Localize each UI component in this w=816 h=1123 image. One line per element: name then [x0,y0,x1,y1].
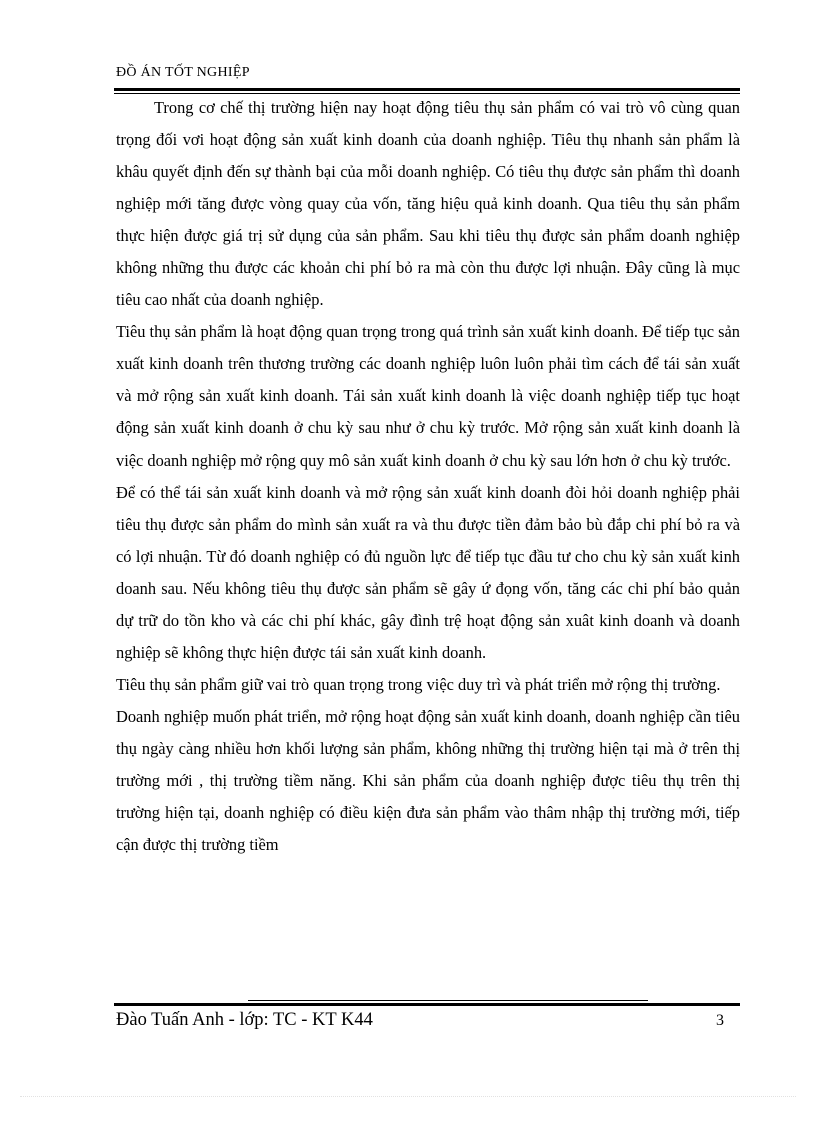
paragraph: Tiêu thụ sản phẩm là hoạt động quan trọng trong quá trình sản xuất kinh doanh. Để tiếp tục sản xuất kinh doanh trên thương trường các doanh nghiệp luôn luôn phải tìm cách để tái sản xuất và mở rộng sản xuất kinh doanh. Tái sản xuất kinh doanh là việc doanh nghiệp tiếp tục hoạt động sản xuất kinh doanh ở chu kỳ sau như ở chu kỳ trước. Mở rộng sản xuất kinh doanh là việc doanh nghiệp mở rộng quy mô sản xuất kinh doanh ở chu kỳ sau lớn hơn ở chu kỳ trước. [116,322,740,470]
paragraph: Tiêu thụ sản phẩm giữ vai trò quan trọng trong việc duy trì và phát triển mở rộng thị trường. [116,674,721,694]
header-title: ĐỒ ÁN TỐT NGHIỆP [116,65,250,80]
page-edge-dots [20,1096,796,1097]
paragraph: Trong cơ chế thị trường hiện nay hoạt động tiêu thụ sản phẩm có vai trò vô cùng quan trọng đối vơi hoạt động sản xuất kinh doanh của doanh nghiệp. Tiêu thụ nhanh sản phẩm là khâu quyết định đến sự thành bại của mỗi doanh nghiệp. Có tiêu thụ được sản phẩm thì doanh nghiệp mới tăng được vòng quay của vốn, tăng hiệu quả kinh doanh. Qua tiêu thụ sản phẩm thực hiện được giá trị sử dụng của sản phẩm. Sau khi tiêu thụ được sản phẩm doanh nghiệp không những thu được các khoản chi phí bỏ ra mà còn thu được lợi nhuận. Đây cũng là mục tiêu cao nhất của doanh nghiệp. [116,98,740,310]
header-rule [114,88,740,91]
paragraph: Để có thể tái sản xuất kinh doanh và mở rộng sản xuất kinh doanh đòi hỏi doanh nghiệp phải tiêu thụ được sản phẩm do mình sản xuất ra và thu được tiền đảm bảo bù đắp chi phí bỏ ra và có lợi nhuận. Từ đó doanh nghiệp có đủ nguồn lực để tiếp tục đầu tư cho chu kỳ sản xuất kinh doanh sau. Nếu không tiêu thụ được sản phẩm sẽ gây ứ đọng vốn, tăng các chi phí bảo quản dự trữ do tồn kho và các chi phí khác, gây đình trệ hoạt động sản xuât kinh doanh và doanh nghiệp sẽ không thực hiện được tái sản xuất kinh doanh. [116,482,740,662]
paragraph: Doanh nghiệp muốn phát triển, mở rộng hoạt động sản xuất kinh doanh, doanh nghiệp cần tiêu thụ ngày càng nhiều hơn khối lượng sản phẩm, không những thị trường hiện tại mà ở trên thị trường mới , thị trường tiềm năng. Khi sản phẩm của doanh nghiệp được tiêu thụ trên thị trường hiện tại, doanh nghiệp có điều kiện đưa sản phẩm vào thâm nhập thị trường mới, tiếp cận được thị trường tiềm [116,706,740,855]
footer-rule-thin [248,1000,648,1001]
page-number: 3 [716,1012,724,1029]
body-text [116,92,740,861]
footer-author: Đào Tuấn Anh - lớp: TC - KT K44 [116,1010,373,1030]
footer-rule [114,1003,740,1006]
